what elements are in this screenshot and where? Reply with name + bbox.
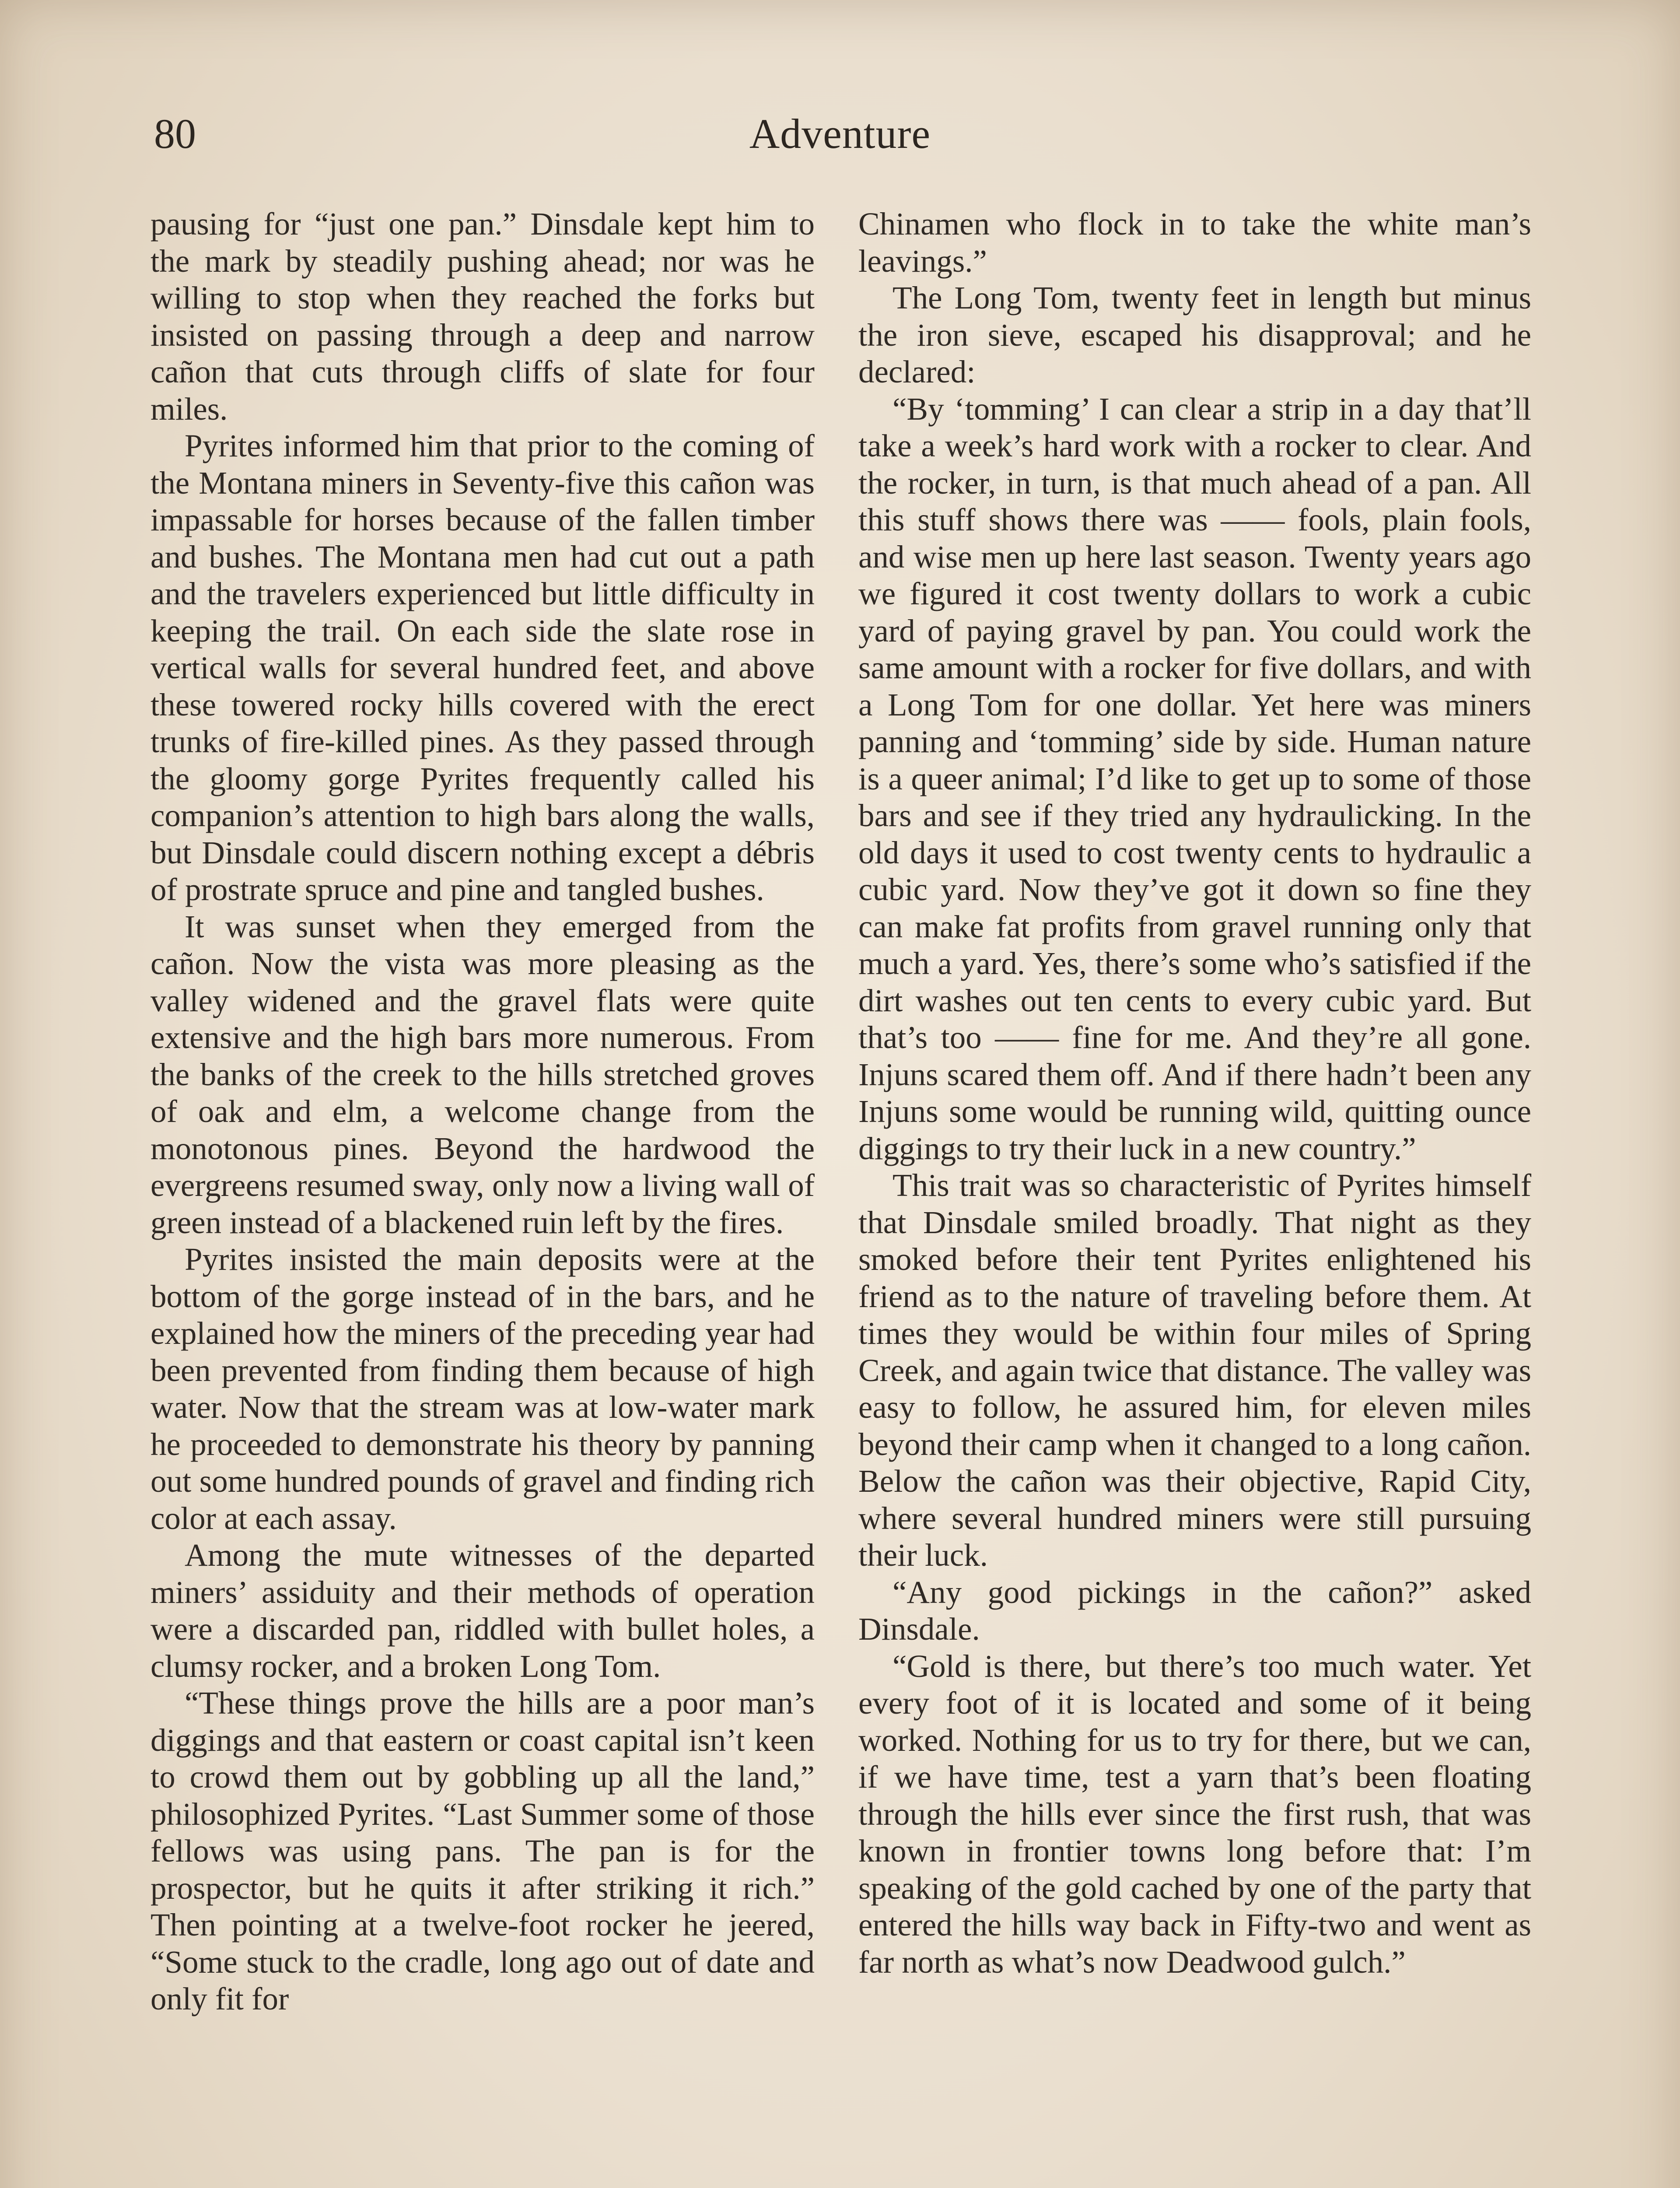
paragraph: “These things prove the hills are a poor man’s diggings and that eastern or coast capital isn’t keen to crowd them out by gobbling up all the land,” philosophized Pyrites. “Last Summer some of those fellows was using pans. The pan is for the prospector, but he quits it after striking it rich.” Then pointing at a twelve-foot rocker he jeered, “Some stuck to the cradle, long ago out of date and only fit for bbox=[150, 1685, 815, 2016]
paragraph: “By ‘tomming’ I can clear a strip in a day that’ll take a week’s hard work with a rocker to clear. And the rocker, in turn, is that much ahead of a pan. All this stuff shows there was —— fools, plain fools, and wise men up here last season. Twenty years ago we figured it cost twenty dollars to work a cubic yard of paying gravel by pan. You could work the same amount with a rocker for five dollars, and with a Long Tom for one dollar. Yet here was miners panning and ‘tomming’ side by side. Human nature is a queer animal; I’d like to get up to some of those bars and see if they tried any hydraulicking. In the old days it used to cost twenty cents to hydraulic a cubic yard. Now they’ve got it down so fine they can make fat profits from gravel running only that much a yard. Yes, there’s some who’s satisfied if the dirt washes out ten cents to every cubic yard. But that’s too —— fine for me. And they’re all gone. Injuns scared them off. And if there hadn’t been any Injuns some would be running wild, quitting ounce diggings to try their luck in a new country.” bbox=[858, 391, 1531, 1166]
paragraph: “Gold is there, but there’s too much water. Yet every foot of it is located and some of it being worked. Nothing for us to try for there, but we can, if we have time, test a yarn that’s been floating through the hills ever since the first rush, that was known in frontier towns long before that: I’m speaking of the gold cached by one of the party that entered the hills way back in Fifty-two and went as far north as what’s now Deadwood gulch.” bbox=[858, 1648, 1531, 1980]
paragraph: Pyrites informed him that prior to the coming of the Montana miners in Seventy-five this cañon was impassable for horses because of the fallen timber and bushes. The Montana men had cut out a path and the travelers experienced but little difficulty in keeping the trail. On each side the slate rose in vertical walls for several hundred feet, and above these towered rocky hills covered with the erect trunks of fire-killed pines. As they passed through the gloomy gorge Pyrites frequently called his companion’s attention to high bars along the walls, but Dinsdale could discern nothing except a débris of prostrate spruce and pine and tangled bushes. bbox=[150, 428, 815, 907]
paragraph: The Long Tom, twenty feet in length but minus the iron sieve, escaped his disapproval; and he declared: bbox=[858, 280, 1531, 389]
paragraph: Chinamen who flock in to take the white man’s leavings.” bbox=[858, 206, 1531, 279]
right-column bbox=[858, 206, 1531, 1981]
paragraph: pausing for “just one pan.” Dinsdale kept him to the mark by steadily pushing ahead; nor was he willing to stop when they reached the forks but insisted on passing through a deep and narrow cañon that cuts through cliffs of slate for four miles. bbox=[150, 206, 815, 427]
left-column bbox=[150, 206, 815, 2018]
paragraph: “Any good pickings in the cañon?” asked Dinsdale. bbox=[858, 1574, 1531, 1647]
paragraph: Among the mute witnesses of the departed miners’ assiduity and their methods of operation were a discarded pan, riddled with bullet holes, a clumsy rocker, and a broken Long Tom. bbox=[150, 1537, 815, 1684]
running-head-title: Adventure bbox=[749, 110, 931, 157]
paragraph: Pyrites insisted the main deposits were at the bottom of the gorge instead of in the bars, and he explained how the miners of the preceding year had been prevented from finding them because of high water. Now that the stream was at low-water mark he proceeded to demonstrate his theory by panning out some hundred pounds of gravel and finding rich color at each assay. bbox=[150, 1241, 815, 1536]
paragraph: This trait was so characteristic of Pyrites himself that Dinsdale smiled broadly. That night as they smoked before their tent Pyrites enlightened his friend as to the nature of traveling before them. At times they would be within four miles of Spring Creek, and again twice that distance. The valley was easy to follow, he assured him, for eleven miles beyond their camp when it changed to a long cañon. Below the cañon was their objective, Rapid City, where several hundred miners were still pursuing their luck. bbox=[858, 1168, 1531, 1573]
paragraph: It was sunset when they emerged from the cañon. Now the vista was more pleasing as the valley widened and the gravel flats were quite extensive and the high bars more numerous. From the banks of the creek to the hills stretched groves of oak and elm, a welcome change from the monotonous pines. Beyond the hardwood the evergreens resumed sway, only now a living wall of green instead of a blackened ruin left by the fires. bbox=[150, 908, 815, 1240]
page-number: 80 bbox=[154, 110, 196, 157]
